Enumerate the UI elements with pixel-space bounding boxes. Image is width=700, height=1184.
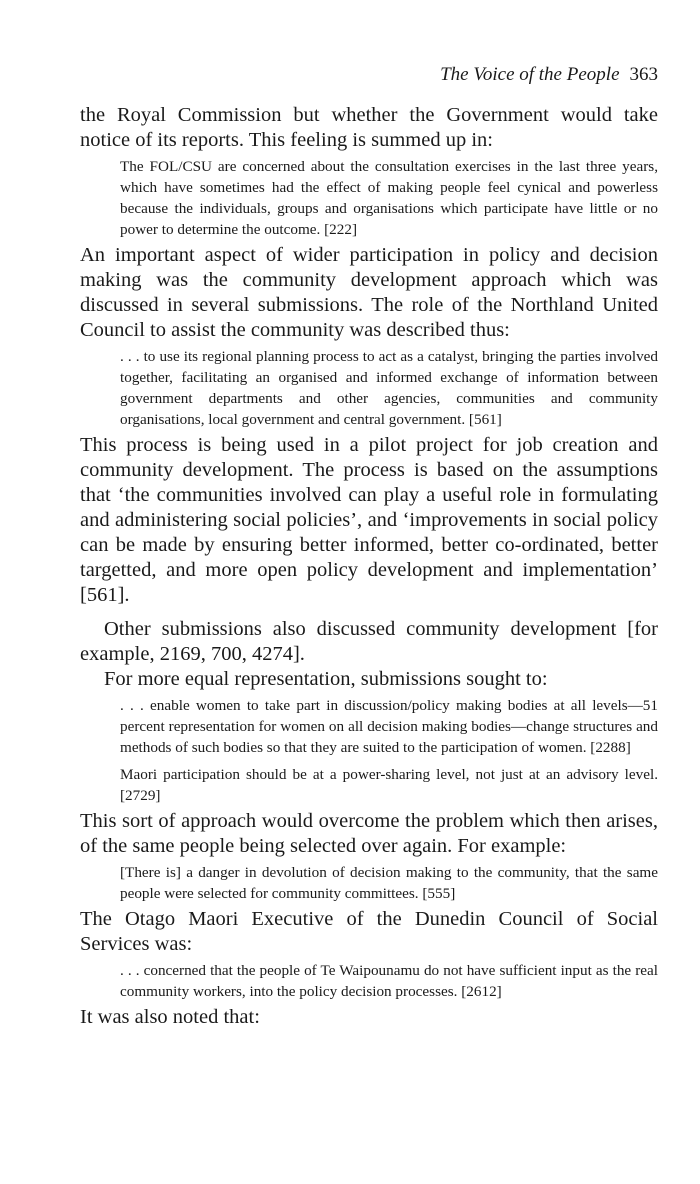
paragraph: For more equal representation, submissions sought to:: [104, 668, 548, 690]
block-quote: . . . concerned that the people of Te Waipounamu do not have sufficient input as the real community workers, into the policy decision processes. [2612]: [120, 962, 658, 1000]
paragraph: The Otago Maori Executive of the Dunedin Council of Social Services was:: [80, 908, 658, 955]
paragraph: This sort of approach would overcome the problem which then arises, of the same people being selected over again. For example:: [80, 810, 658, 857]
running-title: The Voice of the People: [440, 64, 620, 85]
paragraph: This process is being used in a pilot project for job creation and community development. The process is based on the assumptions that ‘the communities involved can play a useful role in formulating and administering social policies’, and ‘improvements in social policy can be made by ensuring better informed, better co-ordinated, better targetted, and more open policy development and implementation’ [561].: [80, 434, 658, 606]
page-number: 363: [629, 64, 658, 85]
paragraph: It was also noted that:: [80, 1006, 260, 1028]
block-quote: [There is] a danger in devolution of decision making to the community, that the same people were selected for community committees. [555]: [120, 864, 658, 902]
block-quote: . . . enable women to take part in discussion/policy making bodies at all levels—51 percent representation for women on all decision making bodies—change structures and methods of such bodies so that they are suited to the participation of women. [2288]: [120, 697, 658, 756]
paragraph: An important aspect of wider participation in policy and decision making was the community development approach which was discussed in several submissions. The role of the Northland United Council to assist the community was described thus:: [80, 244, 658, 341]
running-header: [440, 64, 658, 86]
block-quote: . . . to use its regional planning process to act as a catalyst, bringing the parties involved together, facilitating an organised and informed exchange of information between government departments and other agencies, communities and community organisations, local government and central government. [561]: [120, 348, 658, 428]
block-quote: The FOL/CSU are concerned about the consultation exercises in the last three years, which have sometimes had the effect of making people feel cynical and powerless because the individuals, groups and organisations which participate have little or no power to determine the outcome. [222]: [120, 158, 658, 238]
block-quote: Maori participation should be at a power-sharing level, not just at an advisory level. [2729]: [120, 766, 658, 804]
paragraph: the Royal Commission but whether the Government would take notice of its reports. This feeling is summed up in:: [80, 104, 658, 151]
paragraph: Other submissions also discussed community development [for example, 2169, 700, 4274].: [80, 618, 658, 665]
page-body: [80, 103, 658, 1030]
